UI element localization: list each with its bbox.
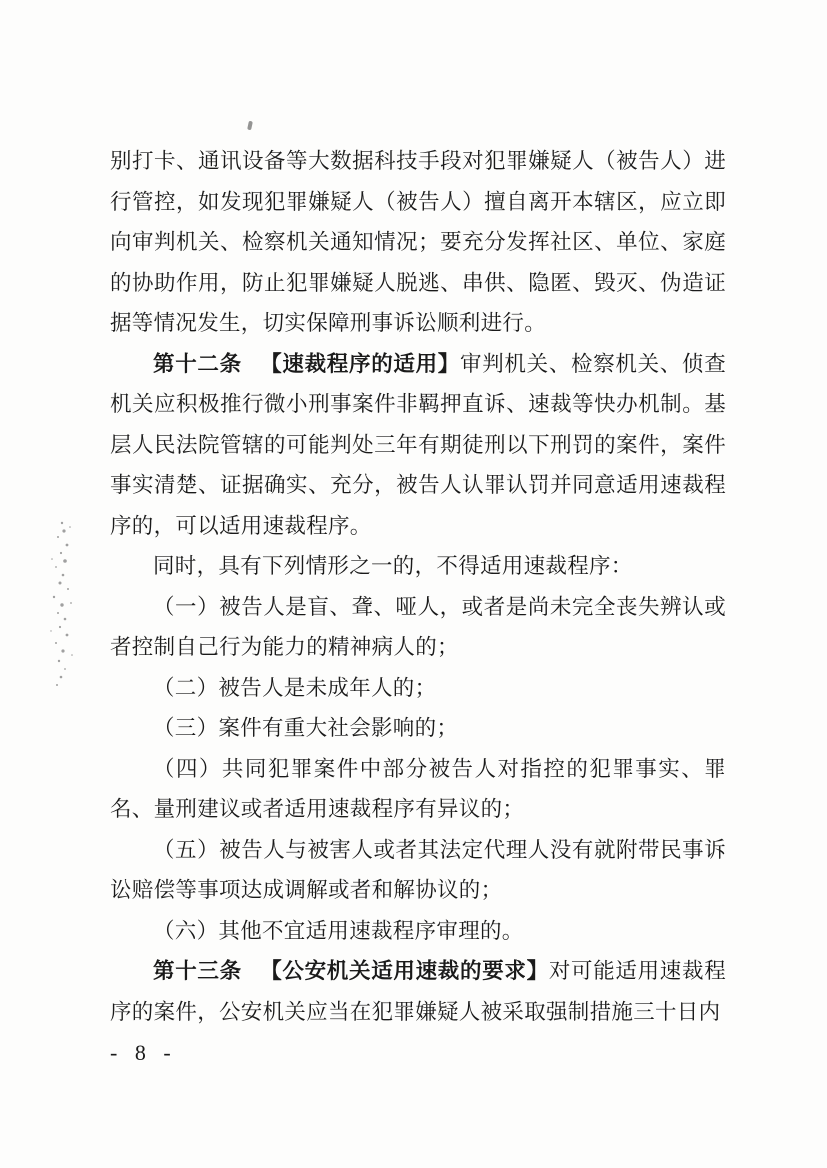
article-13 <box>110 952 726 1033</box>
article-13-title: 【公安机关适用速裁的要求】 <box>259 959 549 984</box>
list-item-3: （三）案件有重大社会影响的； <box>153 716 459 741</box>
article-12-number: 第十二条 <box>153 351 242 377</box>
document-body <box>110 142 726 1033</box>
article-12 <box>110 345 726 548</box>
list-item-1: （一）被告人是盲、聋、哑人，或者是尚未完全丧失辨认或者控制自己行为能力的精神病人的； <box>110 594 726 660</box>
paragraph-exclusions-intro: 同时，具有下列情形之一的，不得适用速裁程序： <box>153 554 633 579</box>
list-item-4: （四）共同犯罪案件中部分被告人对指控的犯罪事实、罪名、量刑建议或者适用速裁程序有异议的； <box>110 756 726 822</box>
scan-noise-marks <box>34 515 78 695</box>
page-number: - 8 - <box>110 1040 177 1065</box>
article-13-number: 第十三条 <box>153 959 242 984</box>
article-12-text: 审判机关、检察机关、侦查机关应积极推行微小刑事案件非羁押直诉、速裁等快办机制。基层人民法院管辖的可能判处三年有期徒刑以下刑罚的案件，案件事实清楚、证据确实、充分，被告人认罪认罚并同意适用速裁程序的，可以适用速裁程序。 <box>110 351 727 539</box>
article-12-title: 【速裁程序的适用】 <box>259 351 461 377</box>
list-item-2: （二）被告人是未成年人的； <box>153 675 437 701</box>
article-13-text: 对可能适用速裁程序的案件，公安机关应当在犯罪嫌疑人被采取强制措施三十日内 <box>110 959 727 1025</box>
list-item-5: （五）被告人与被害人或者其法定代理人没有就附带民事诉讼赔偿等事项达成调解或者和解协议的； <box>110 837 726 903</box>
list-item-6: （六）其他不宜适用速裁程序审理的。 <box>153 918 524 944</box>
paragraph-continuation: 别打卡、通讯设备等大数据科技手段对犯罪嫌疑人（被告人）进行管控，如发现犯罪嫌疑人（被告人）擅自离开本辖区，应立即向审判机关、检察机关通知情况；要充分发挥社区、单位、家庭的协助作用，防止犯罪嫌疑人脱逃、串供、隐匿、毁灭、伪造证据等情况发生，切实保障刑事诉讼顺利进行。 <box>110 149 726 336</box>
scan-speck <box>247 121 253 131</box>
